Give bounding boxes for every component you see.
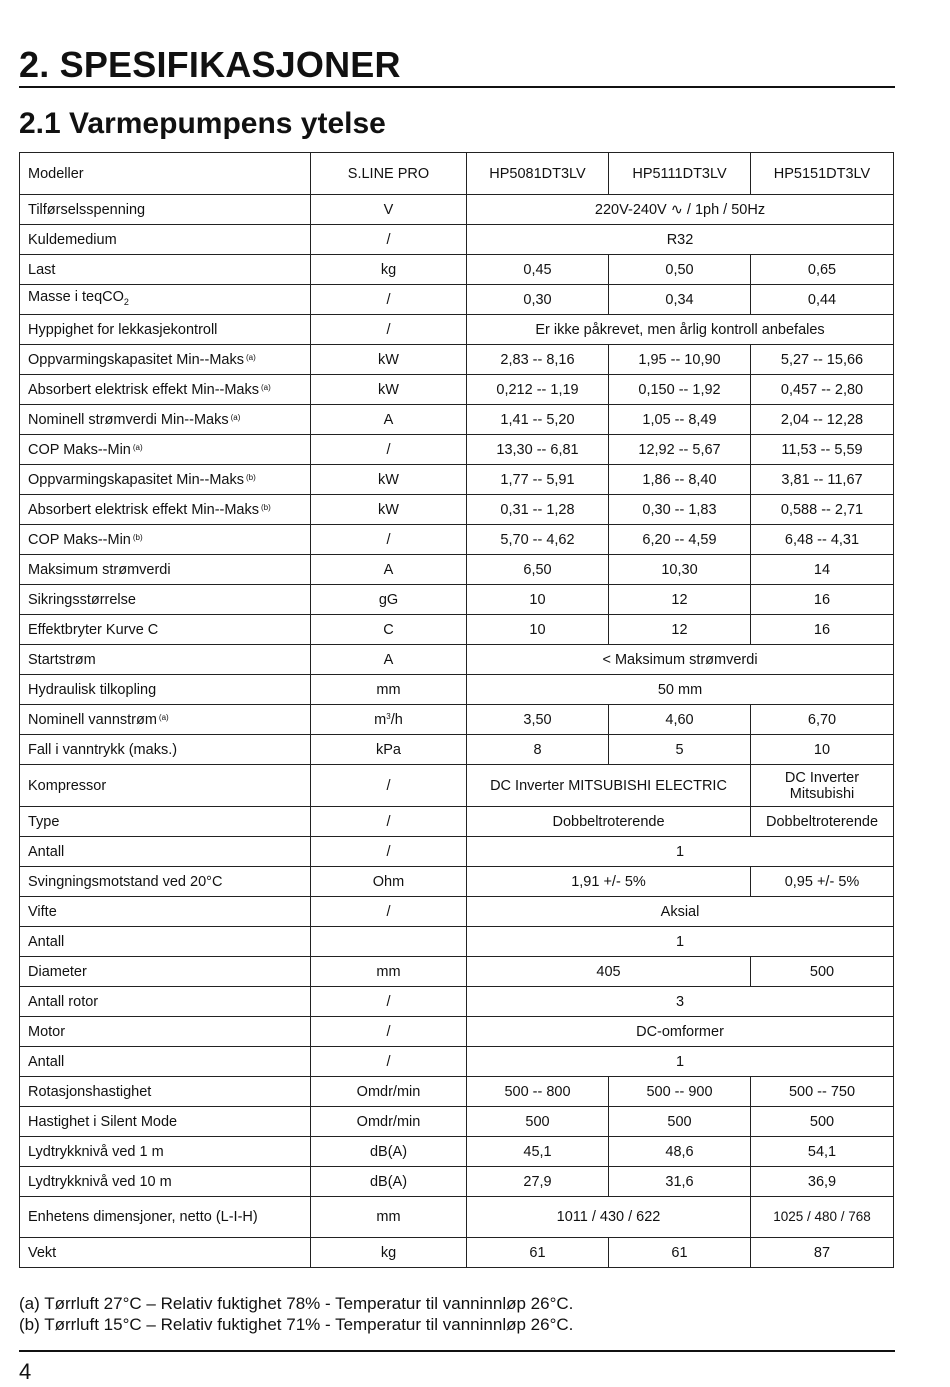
row-label: Tilførselsspenning bbox=[20, 195, 311, 225]
row-unit: A bbox=[311, 555, 467, 585]
table-row bbox=[20, 675, 894, 705]
page-heading: 2. SPESIFIKASJONER bbox=[19, 44, 401, 85]
table-row bbox=[20, 255, 894, 285]
row-value: Aksial bbox=[467, 897, 894, 927]
row-unit: A bbox=[311, 405, 467, 435]
table-row bbox=[20, 705, 894, 735]
table-row bbox=[20, 867, 894, 897]
footnote-mark: (a) bbox=[132, 442, 143, 452]
row-label-text: Absorbert elektrisk effekt Min--Maks bbox=[28, 381, 259, 398]
row-label bbox=[20, 285, 311, 315]
row-value: 1 bbox=[467, 837, 894, 867]
row-label: Effektbryter Kurve C bbox=[20, 615, 311, 645]
subscript: 2 bbox=[123, 296, 129, 307]
row-label: Motor bbox=[20, 1017, 311, 1047]
table-row bbox=[20, 195, 894, 225]
row-value: Dobbeltroterende bbox=[467, 807, 751, 837]
header-cell: Modeller bbox=[20, 153, 311, 195]
row-label bbox=[20, 705, 311, 735]
row-label: Startstrøm bbox=[20, 645, 311, 675]
row-value: < Maksimum strømverdi bbox=[467, 645, 894, 675]
row-value: 500 -- 800 bbox=[467, 1077, 609, 1107]
row-unit: / bbox=[311, 315, 467, 345]
table-row bbox=[20, 495, 894, 525]
table-row bbox=[20, 285, 894, 315]
row-label: Antall bbox=[20, 1047, 311, 1077]
row-value: 0,34 bbox=[609, 285, 751, 315]
row-value: 5,27 -- 15,66 bbox=[751, 345, 894, 375]
row-value: 54,1 bbox=[751, 1137, 894, 1167]
row-unit: dB(A) bbox=[311, 1167, 467, 1197]
footnote-mark: (a) bbox=[261, 382, 271, 392]
row-label: Svingningsmotstand ved 20°C bbox=[20, 867, 311, 897]
row-value: 3,50 bbox=[467, 705, 609, 735]
row-unit: / bbox=[311, 435, 467, 465]
footnote-mark: (b) bbox=[132, 532, 143, 542]
row-value: 3 bbox=[467, 987, 894, 1017]
row-value: 45,1 bbox=[467, 1137, 609, 1167]
header-cell: S.LINE PRO bbox=[311, 153, 467, 195]
header-cell: HP5111DT3LV bbox=[609, 153, 751, 195]
row-value: 5,70 -- 4,62 bbox=[467, 525, 609, 555]
header-cell: HP5151DT3LV bbox=[751, 153, 894, 195]
table-row bbox=[20, 987, 894, 1017]
row-unit bbox=[311, 705, 467, 735]
table-row bbox=[20, 1238, 894, 1268]
row-value: 500 bbox=[609, 1107, 751, 1137]
row-label: Kuldemedium bbox=[20, 225, 311, 255]
row-value: 500 bbox=[751, 1107, 894, 1137]
table-row bbox=[20, 735, 894, 765]
row-value: 220V-240V ∿ / 1ph / 50Hz bbox=[467, 195, 894, 225]
row-label-text: Oppvarmingskapasitet Min--Maks bbox=[28, 471, 244, 488]
row-unit: kg bbox=[311, 1238, 467, 1268]
spec-table bbox=[19, 152, 894, 1268]
row-value: 10 bbox=[467, 615, 609, 645]
row-value: 405 bbox=[467, 957, 751, 987]
row-unit: / bbox=[311, 807, 467, 837]
row-value: 12,92 -- 5,67 bbox=[609, 435, 751, 465]
row-label-text: Nominell strømverdi Min--Maks bbox=[28, 411, 229, 428]
row-label: Lydtrykknivå ved 1 m bbox=[20, 1137, 311, 1167]
row-label: Vifte bbox=[20, 897, 311, 927]
row-value: 6,20 -- 4,59 bbox=[609, 525, 751, 555]
row-value: 500 -- 750 bbox=[751, 1077, 894, 1107]
row-label: Fall i vanntrykk (maks.) bbox=[20, 735, 311, 765]
table-row bbox=[20, 615, 894, 645]
row-value: 14 bbox=[751, 555, 894, 585]
section-heading: 2.1 Varmepumpens ytelse bbox=[19, 107, 386, 140]
table-row bbox=[20, 1077, 894, 1107]
header-cell: HP5081DT3LV bbox=[467, 153, 609, 195]
heading-rule bbox=[19, 86, 895, 88]
row-unit: kPa bbox=[311, 735, 467, 765]
table-row bbox=[20, 807, 894, 837]
row-unit: V bbox=[311, 195, 467, 225]
row-unit: / bbox=[311, 1047, 467, 1077]
row-value: 0,31 -- 1,28 bbox=[467, 495, 609, 525]
footnote-mark: (a) bbox=[245, 352, 256, 362]
row-value: 1,05 -- 8,49 bbox=[609, 405, 751, 435]
row-label bbox=[20, 525, 311, 555]
table-row bbox=[20, 957, 894, 987]
row-label: Antall bbox=[20, 927, 311, 957]
footnote-b: (b) Tørrluft 15°C – Relativ fuktighet 71% - Temperatur til vanninnløp 26°C. bbox=[19, 1315, 574, 1334]
row-unit: Ohm bbox=[311, 867, 467, 897]
table-row bbox=[20, 465, 894, 495]
row-value: 0,30 bbox=[467, 285, 609, 315]
row-value: 1,77 -- 5,91 bbox=[467, 465, 609, 495]
row-value: 0,95 +/- 5% bbox=[751, 867, 894, 897]
row-value: 6,70 bbox=[751, 705, 894, 735]
row-label: Maksimum strømverdi bbox=[20, 555, 311, 585]
row-value: DC-omformer bbox=[467, 1017, 894, 1047]
footer-rule bbox=[19, 1350, 895, 1352]
row-unit: gG bbox=[311, 585, 467, 615]
row-unit: mm bbox=[311, 1197, 467, 1238]
table-row bbox=[20, 1167, 894, 1197]
row-value: 8 bbox=[467, 735, 609, 765]
row-value: 16 bbox=[751, 585, 894, 615]
table-row bbox=[20, 1047, 894, 1077]
row-value: 1011 / 430 / 622 bbox=[467, 1197, 751, 1238]
table-header-row bbox=[20, 153, 894, 195]
row-value: 3,81 -- 11,67 bbox=[751, 465, 894, 495]
footnote-mark: (a) bbox=[158, 712, 169, 722]
footnote-a: (a) Tørrluft 27°C – Relativ fuktighet 78% - Temperatur til vanninnløp 26°C. bbox=[19, 1294, 574, 1313]
row-value: R32 bbox=[467, 225, 894, 255]
row-value: 500 bbox=[751, 957, 894, 987]
row-value: 1 bbox=[467, 927, 894, 957]
row-label bbox=[20, 465, 311, 495]
row-value: 10 bbox=[751, 735, 894, 765]
row-unit: kW bbox=[311, 465, 467, 495]
row-value: Dobbeltroterende bbox=[751, 807, 894, 837]
row-unit: / bbox=[311, 225, 467, 255]
row-value: 0,65 bbox=[751, 255, 894, 285]
row-label: Sikringsstørrelse bbox=[20, 585, 311, 615]
row-unit: C bbox=[311, 615, 467, 645]
row-value: 0,45 bbox=[467, 255, 609, 285]
unit-text: m bbox=[374, 711, 387, 728]
row-value: 500 bbox=[467, 1107, 609, 1137]
row-label-text: Nominell vannstrøm bbox=[28, 711, 157, 728]
row-unit bbox=[311, 927, 467, 957]
table-row bbox=[20, 1197, 894, 1238]
row-unit: kW bbox=[311, 375, 467, 405]
row-value: 0,44 bbox=[751, 285, 894, 315]
page-number: 4 bbox=[19, 1359, 32, 1384]
row-unit: / bbox=[311, 525, 467, 555]
superscript: 3 bbox=[386, 711, 391, 721]
row-value: 87 bbox=[751, 1238, 894, 1268]
table-row bbox=[20, 837, 894, 867]
row-value: 13,30 -- 6,81 bbox=[467, 435, 609, 465]
row-value: 0,457 -- 2,80 bbox=[751, 375, 894, 405]
unit-text: /h bbox=[390, 711, 403, 728]
row-unit: Omdr/min bbox=[311, 1107, 467, 1137]
row-value: DC Inverter Mitsubishi bbox=[751, 765, 894, 807]
row-value: 0,212 -- 1,19 bbox=[467, 375, 609, 405]
row-label: Diameter bbox=[20, 957, 311, 987]
row-value: 10,30 bbox=[609, 555, 751, 585]
row-value: 31,6 bbox=[609, 1167, 751, 1197]
row-label: Antall bbox=[20, 837, 311, 867]
row-value: 1,41 -- 5,20 bbox=[467, 405, 609, 435]
row-value: 50 mm bbox=[467, 675, 894, 705]
row-value: 0,50 bbox=[609, 255, 751, 285]
row-value: 1 bbox=[467, 1047, 894, 1077]
row-value: 11,53 -- 5,59 bbox=[751, 435, 894, 465]
footnote-mark: (a) bbox=[230, 412, 241, 422]
row-label bbox=[20, 435, 311, 465]
row-label bbox=[20, 495, 311, 525]
row-label: Enhetens dimensjoner, netto (L-I-H) bbox=[20, 1197, 311, 1238]
row-value: 61 bbox=[609, 1238, 751, 1268]
table-row bbox=[20, 1107, 894, 1137]
row-value: 36,9 bbox=[751, 1167, 894, 1197]
row-label-text: COP Maks--Min bbox=[28, 531, 131, 548]
table-row bbox=[20, 927, 894, 957]
row-unit: kW bbox=[311, 495, 467, 525]
row-unit: mm bbox=[311, 957, 467, 987]
row-value: 2,04 -- 12,28 bbox=[751, 405, 894, 435]
row-label-text: Oppvarmingskapasitet Min--Maks bbox=[28, 351, 244, 368]
row-label bbox=[20, 375, 311, 405]
table-row bbox=[20, 345, 894, 375]
table-row bbox=[20, 225, 894, 255]
table-row bbox=[20, 315, 894, 345]
row-value: 6,50 bbox=[467, 555, 609, 585]
row-unit: / bbox=[311, 987, 467, 1017]
row-label: Hydraulisk tilkopling bbox=[20, 675, 311, 705]
row-value: 12 bbox=[609, 615, 751, 645]
row-unit: mm bbox=[311, 675, 467, 705]
row-unit: / bbox=[311, 765, 467, 807]
table-row bbox=[20, 435, 894, 465]
table-row bbox=[20, 897, 894, 927]
row-unit: dB(A) bbox=[311, 1137, 467, 1167]
row-unit: / bbox=[311, 837, 467, 867]
row-label bbox=[20, 345, 311, 375]
table-row bbox=[20, 645, 894, 675]
table-row bbox=[20, 1017, 894, 1047]
row-unit: Omdr/min bbox=[311, 1077, 467, 1107]
row-value: 4,60 bbox=[609, 705, 751, 735]
row-unit: kg bbox=[311, 255, 467, 285]
table-row bbox=[20, 525, 894, 555]
row-label: Lydtrykknivå ved 10 m bbox=[20, 1167, 311, 1197]
row-value: 0,30 -- 1,83 bbox=[609, 495, 751, 525]
row-value: 10 bbox=[467, 585, 609, 615]
row-value: 16 bbox=[751, 615, 894, 645]
row-label: Hastighet i Silent Mode bbox=[20, 1107, 311, 1137]
row-label: Last bbox=[20, 255, 311, 285]
row-label: Vekt bbox=[20, 1238, 311, 1268]
row-value: 48,6 bbox=[609, 1137, 751, 1167]
row-label: Hyppighet for lekkasjekontroll bbox=[20, 315, 311, 345]
row-value: Er ikke påkrevet, men årlig kontroll anbefales bbox=[467, 315, 894, 345]
table-row bbox=[20, 555, 894, 585]
row-unit: kW bbox=[311, 345, 467, 375]
table-row bbox=[20, 375, 894, 405]
row-value: 27,9 bbox=[467, 1167, 609, 1197]
row-label: Antall rotor bbox=[20, 987, 311, 1017]
row-value: 1,95 -- 10,90 bbox=[609, 345, 751, 375]
row-unit: A bbox=[311, 645, 467, 675]
row-value: 0,150 -- 1,92 bbox=[609, 375, 751, 405]
row-label-text: Absorbert elektrisk effekt Min--Maks bbox=[28, 501, 259, 518]
row-unit: / bbox=[311, 285, 467, 315]
footnote-mark: (b) bbox=[261, 502, 271, 512]
row-label: Type bbox=[20, 807, 311, 837]
row-value: 2,83 -- 8,16 bbox=[467, 345, 609, 375]
row-label-text: Masse i teqCO bbox=[28, 289, 124, 306]
row-value: 61 bbox=[467, 1238, 609, 1268]
row-value: 1025 / 480 / 768 bbox=[751, 1197, 894, 1238]
table-row bbox=[20, 405, 894, 435]
row-value: 6,48 -- 4,31 bbox=[751, 525, 894, 555]
row-value: 12 bbox=[609, 585, 751, 615]
row-label bbox=[20, 405, 311, 435]
row-label: Kompressor bbox=[20, 765, 311, 807]
row-unit: / bbox=[311, 897, 467, 927]
row-value: 500 -- 900 bbox=[609, 1077, 751, 1107]
table-row bbox=[20, 585, 894, 615]
table-row bbox=[20, 1137, 894, 1167]
footnote-mark: (b) bbox=[245, 472, 256, 482]
row-value: 1,91 +/- 5% bbox=[467, 867, 751, 897]
row-label: Rotasjonshastighet bbox=[20, 1077, 311, 1107]
row-value: DC Inverter MITSUBISHI ELECTRIC bbox=[467, 765, 751, 807]
row-label-text: COP Maks--Min bbox=[28, 441, 131, 458]
row-unit: / bbox=[311, 1017, 467, 1047]
row-value: 1,86 -- 8,40 bbox=[609, 465, 751, 495]
row-value: 0,588 -- 2,71 bbox=[751, 495, 894, 525]
table-row bbox=[20, 765, 894, 807]
row-value: 5 bbox=[609, 735, 751, 765]
